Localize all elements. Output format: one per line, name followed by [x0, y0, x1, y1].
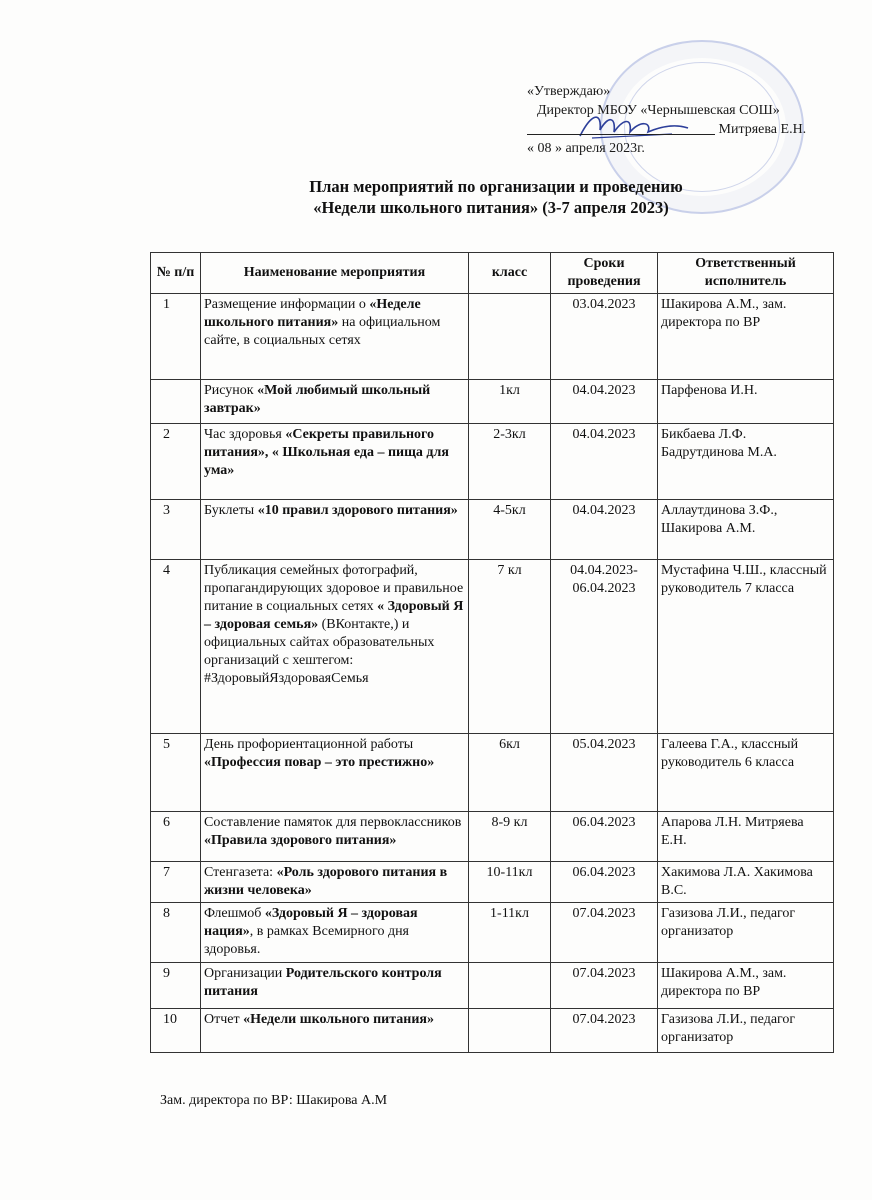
event-name-bold: « Здоровый Я – здоровая семья»: [204, 599, 464, 632]
event-name: [201, 560, 469, 734]
event-class: 1кл: [469, 380, 551, 424]
event-name-bold: Родительского контроля питания: [204, 966, 442, 999]
event-date: 07.04.2023: [551, 963, 658, 1009]
event-responsible: Мустафина Ч.Ш., классный руководитель 7 класса: [658, 560, 834, 734]
table-row: [151, 380, 834, 424]
table-row: [151, 294, 834, 380]
table-row: [151, 1009, 834, 1053]
event-date: 04.04.2023-06.04.2023: [551, 560, 658, 734]
row-number: 3: [151, 500, 201, 560]
event-name: [201, 903, 469, 963]
event-name: [201, 1009, 469, 1053]
event-date: 03.04.2023: [551, 294, 658, 380]
header-num: № п/п: [151, 253, 201, 294]
row-number: 5: [151, 734, 201, 812]
event-class: 7 кл: [469, 560, 551, 734]
title-line-1: План мероприятий по организации и проведению: [309, 177, 683, 196]
event-responsible: Газизова Л.И., педагог организатор: [658, 1009, 834, 1053]
row-number: 6: [151, 812, 201, 862]
row-number: 9: [151, 963, 201, 1009]
event-date: 05.04.2023: [551, 734, 658, 812]
event-name-text: День профориентационной работы: [204, 737, 414, 752]
event-class: [469, 1009, 551, 1053]
table-row: [151, 903, 834, 963]
event-class: 10-11кл: [469, 862, 551, 903]
event-name-text: Рисунок: [204, 383, 258, 398]
events-table: [150, 252, 834, 1053]
approval-heading: «Утверждаю»: [527, 84, 611, 99]
header-class: класс: [469, 253, 551, 294]
table-row: [151, 812, 834, 862]
event-date: 04.04.2023: [551, 380, 658, 424]
event-name-bold: «Недели школьного питания»: [243, 1012, 434, 1027]
table-row: [151, 963, 834, 1009]
event-name-text: Час здоровья: [204, 427, 286, 442]
row-number: 10: [151, 1009, 201, 1053]
event-responsible: Газизова Л.И., педагог организатор: [658, 903, 834, 963]
header-name: Наименование мероприятия: [201, 253, 469, 294]
event-name-text: Публикация семейных фотографий, пропагандирующих здоровое и правильное питание в социальных сетях: [204, 563, 464, 614]
event-name: [201, 812, 469, 862]
event-class: 2-3кл: [469, 424, 551, 500]
event-name-tail: (ВКонтакте,) и официальных сайтах образовательных организаций с хештегом: #ЗдоровыйЯздороваяСемья: [204, 617, 435, 686]
event-name: [201, 424, 469, 500]
table-row: [151, 734, 834, 812]
table-row: [151, 424, 834, 500]
event-date: 04.04.2023: [551, 424, 658, 500]
event-name-tail: , в рамках Всемирного дня здоровья.: [204, 924, 409, 957]
event-name: [201, 734, 469, 812]
event-name-bold: «Мой любимый школьный завтрак»: [204, 383, 431, 416]
event-name-text: Флешмоб: [204, 906, 265, 921]
approval-block: [527, 82, 806, 158]
event-responsible: Шакирова А.М., зам. директора по ВР: [658, 294, 834, 380]
event-name-bold: «Секреты правильного питания», « Школьная еда – пища для ума»: [204, 427, 449, 478]
footer-signature: Зам. директора по ВР: Шакирова А.М: [160, 1093, 388, 1108]
approval-signature-line: [527, 120, 806, 139]
title-line-2: «Недели школьного питания» (3-7 апреля 2023): [313, 198, 669, 217]
event-name: [201, 294, 469, 380]
event-name-text: Организации: [204, 966, 286, 981]
document-title: [0, 176, 872, 218]
event-responsible: Галеева Г.А., классный руководитель 6 класса: [658, 734, 834, 812]
event-date: 06.04.2023: [551, 862, 658, 903]
header-responsible: Ответственный исполнитель: [658, 253, 834, 294]
event-name: [201, 500, 469, 560]
event-name-text: Составление памяток для первоклассников: [204, 815, 462, 830]
row-number: [151, 380, 201, 424]
event-name: [201, 380, 469, 424]
row-number: 4: [151, 560, 201, 734]
table-row: [151, 500, 834, 560]
event-class: 1-11кл: [469, 903, 551, 963]
event-name-text: Размещение информации о: [204, 297, 370, 312]
event-name-bold: «Здоровый Я – здоровая нация»: [204, 906, 418, 939]
event-name-text: Буклеты: [204, 503, 258, 518]
table-row: [151, 862, 834, 903]
event-class: 4-5кл: [469, 500, 551, 560]
event-name-tail: на официальном сайте, в социальных сетях: [204, 315, 441, 348]
approval-position: Директор МБОУ «Чернышевская СОШ»: [537, 103, 780, 118]
event-class: 8-9 кл: [469, 812, 551, 862]
event-responsible: Парфенова И.Н.: [658, 380, 834, 424]
event-name: [201, 862, 469, 903]
approval-date: « 08 » апреля 2023г.: [527, 141, 645, 156]
event-name-bold: «Роль здорового питания в жизни человека»: [204, 865, 448, 898]
event-responsible: Шакирова А.М., зам. директора по ВР: [658, 963, 834, 1009]
approval-signer: Митряева Е.Н.: [718, 122, 807, 137]
table-header-row: [151, 253, 834, 294]
row-number: 8: [151, 903, 201, 963]
event-class: 6кл: [469, 734, 551, 812]
event-name-bold: «Правила здорового питания»: [204, 833, 397, 848]
event-responsible: Бикбаева Л.Ф. Бадрутдинова М.А.: [658, 424, 834, 500]
row-number: 7: [151, 862, 201, 903]
event-responsible: Аллаутдинова З.Ф., Шакирова А.М.: [658, 500, 834, 560]
event-responsible: Апарова Л.Н. Митряева Е.Н.: [658, 812, 834, 862]
event-name-bold: «Профессия повар – это престижно»: [204, 755, 435, 770]
event-name-text: Стенгазета:: [204, 865, 277, 880]
event-date: 06.04.2023: [551, 812, 658, 862]
event-name: [201, 963, 469, 1009]
event-date: 07.04.2023: [551, 903, 658, 963]
row-number: 2: [151, 424, 201, 500]
event-class: [469, 294, 551, 380]
event-name-bold: «10 правил здорового питания»: [257, 503, 458, 518]
event-name-text: Отчет: [204, 1012, 244, 1027]
event-name-bold: «Неделе школьного питания»: [204, 297, 421, 330]
header-dates: Сроки проведения: [551, 253, 658, 294]
table-row: [151, 560, 834, 734]
event-date: 07.04.2023: [551, 1009, 658, 1053]
event-date: 04.04.2023: [551, 500, 658, 560]
row-number: 1: [151, 294, 201, 380]
event-responsible: Хакимова Л.А. Хакимова В.С.: [658, 862, 834, 903]
event-class: [469, 963, 551, 1009]
